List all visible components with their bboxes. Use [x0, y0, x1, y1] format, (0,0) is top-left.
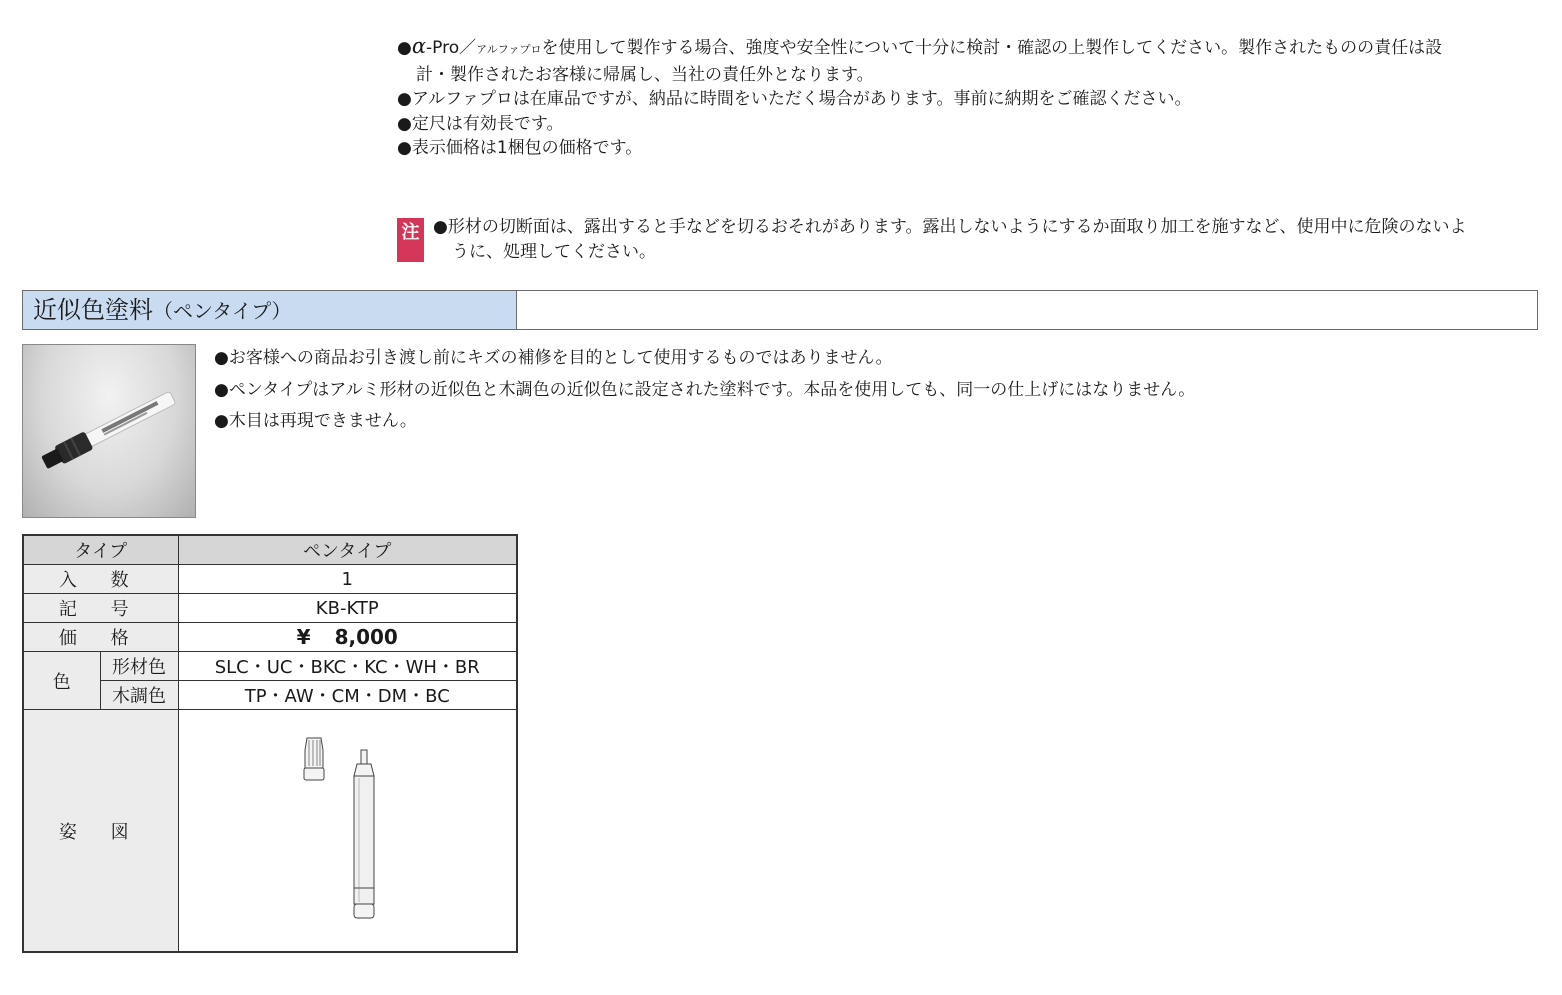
price-label: 価 格	[23, 623, 178, 652]
notes-block	[397, 34, 1537, 161]
table-row	[23, 623, 517, 652]
caution-badge: 注	[397, 218, 424, 262]
desc-line: ●ペンタイプはアルミ形材の近似色と木調色の近似色に設定された塗料です。本品を使用しても、同一の仕上げにはなりません。	[214, 379, 1196, 400]
table-row	[23, 594, 517, 623]
caution-block	[397, 215, 1537, 265]
pen-drawing-icon	[287, 728, 407, 928]
note-line-2: ●アルファプロは在庫品ですが、納品に時間をいただく場合があります。事前に納期をご確認ください。	[397, 89, 1192, 109]
table-row	[23, 565, 517, 594]
table-row	[23, 535, 517, 565]
profile-color-label: 形材色	[100, 652, 178, 681]
caution-text: ●形材の切断面は、露出すると手などを切るおそれがあります。露出しないようにするか面取り加工を施すなど、使用中に危険のないよ うに、処理してください。	[433, 217, 1467, 262]
table-row	[23, 652, 517, 681]
wood-color-label: 木調色	[100, 681, 178, 710]
note-line-1: ●α-Pro／アルファプロを使用して製作する場合、強度や安全性について十分に検討・確認の上製作してください。製作されたものの責任は設	[397, 34, 1443, 58]
desc-line: ●木目は再現できません。	[214, 411, 417, 431]
spec-table	[22, 534, 518, 953]
code-label: 記 号	[23, 594, 178, 623]
section-title: 近似色塗料（ペンタイプ）	[23, 291, 517, 329]
code-value: KB-KTP	[178, 594, 517, 623]
qty-label: 入 数	[23, 565, 178, 594]
price-value: ¥ 8,000	[178, 623, 517, 652]
table-row	[23, 710, 517, 953]
profile-color-value: SLC・UC・BKC・KC・WH・BR	[178, 652, 517, 681]
note-line-1-cont: 計・製作されたお客様に帰属し、当社の責任外となります。	[416, 64, 874, 85]
note-line-3: ●定尺は有効長です。	[397, 113, 564, 134]
desc-line: ●お客様への商品お引き渡し前にキズの補修を目的として使用するものではありません。	[214, 348, 893, 368]
product-description	[214, 343, 1195, 438]
type-value: ペンタイプ	[178, 535, 517, 565]
note-line-4: ●表示価格は1梱包の価格です。	[397, 138, 643, 158]
wood-color-value: TP・AW・CM・DM・BC	[178, 681, 517, 710]
section-header	[22, 290, 1538, 330]
figure-label: 姿 図	[23, 710, 178, 953]
alpha-symbol: α	[411, 34, 427, 58]
color-label: 色	[23, 652, 100, 710]
figure-drawing-cell	[178, 710, 517, 953]
qty-value: 1	[178, 565, 517, 594]
type-label: タイプ	[23, 535, 178, 565]
product-photo	[22, 344, 196, 518]
pen-photo-icon	[23, 345, 195, 517]
